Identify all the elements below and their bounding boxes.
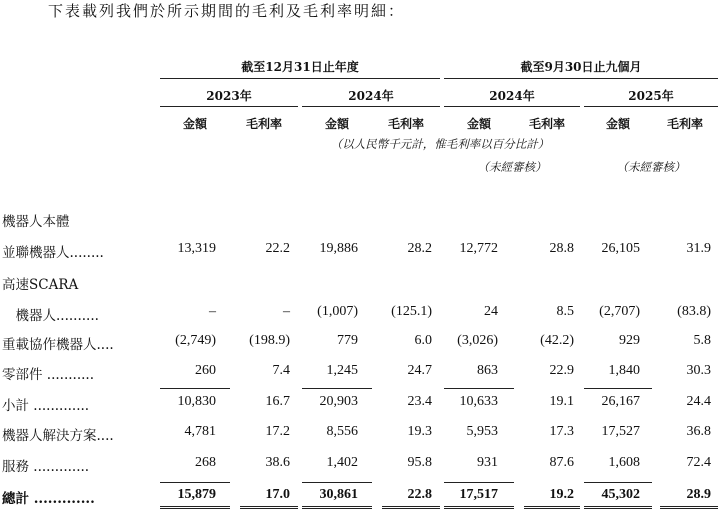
cell-margin-2023: 17.0	[265, 487, 290, 502]
cell-margin-9m2024: 22.9	[549, 363, 574, 378]
cell-margin-9m2025: 72.4	[686, 455, 711, 470]
rule-subtotal-1	[160, 388, 230, 389]
cell-amount-2024: 779	[337, 333, 358, 348]
rule-total-top-3	[444, 482, 514, 483]
cell-amount-9m2025: 26,105	[601, 241, 640, 256]
cell-margin-2023: 22.2	[265, 241, 290, 256]
cell-margin-9m2025: 5.8	[693, 333, 711, 348]
row-label-parallel-robot: 並聯機器人........	[2, 245, 104, 261]
group-rule-year	[160, 78, 440, 79]
col-amount-1: 金額	[182, 117, 207, 131]
cell-amount-2023: –	[209, 304, 216, 319]
intro-text: 下表載列我們於所示期間的毛利及毛利率明細：	[48, 2, 406, 20]
year-rule-1	[160, 106, 298, 107]
cell-margin-2024: 23.4	[407, 394, 432, 409]
cell-margin-9m2024: 19.2	[549, 487, 574, 502]
cell-margin-2023: 7.4	[272, 363, 290, 378]
row-label-total: 總計 .............	[2, 491, 95, 507]
unit-note: （以人民幣千元計，惟毛利率以百分比計）	[330, 137, 550, 151]
cell-margin-9m2024: (42.2)	[540, 333, 574, 348]
rule-total-bottom-1	[160, 506, 230, 509]
cell-margin-9m2025: 24.4	[686, 394, 711, 409]
cell-margin-2024: 28.2	[407, 241, 432, 256]
row-label-robot-solutions: 機器人解決方案....	[2, 428, 114, 444]
row-label-scara-robot: 機器人..........	[2, 308, 99, 324]
rule-total-top-4	[584, 482, 652, 483]
rule-subtotal-3	[444, 388, 514, 389]
cell-margin-9m2024: 19.1	[549, 394, 574, 409]
cell-amount-2024: 20,903	[319, 394, 358, 409]
year-rule-4	[584, 106, 718, 107]
cell-margin-2023: 38.6	[265, 455, 290, 470]
rule-total-top-1	[160, 482, 230, 483]
cell-margin-9m2025: 28.9	[686, 487, 711, 502]
rule-total-bottom-m1	[240, 506, 298, 509]
col-margin-4: 毛利率	[666, 117, 703, 131]
col-margin-3: 毛利率	[528, 117, 565, 131]
cell-amount-9m2025: 1,840	[608, 363, 640, 378]
cell-amount-9m2025: 17,527	[601, 424, 640, 439]
row-label-scara: 高速SCARA	[2, 277, 79, 293]
cell-amount-2023: 15,879	[177, 487, 216, 502]
cell-margin-9m2024: 28.8	[549, 241, 574, 256]
cell-amount-2024: 1,402	[326, 455, 358, 470]
cell-margin-2023: –	[283, 304, 290, 319]
rule-subtotal-2	[302, 388, 372, 389]
cell-margin-2023: 17.2	[265, 424, 290, 439]
rule-subtotal-4	[584, 388, 652, 389]
year-header-1: 2023年	[206, 89, 252, 103]
cell-margin-9m2024: 17.3	[549, 424, 574, 439]
rule-total-bottom-m4	[660, 506, 718, 509]
rule-total-top-2	[302, 482, 372, 483]
row-label-components: 零部件 ...........	[2, 367, 94, 383]
cell-amount-9m2024: 24	[484, 304, 498, 319]
cell-margin-2024: 95.8	[407, 455, 432, 470]
rule-total-bottom-2	[302, 506, 372, 509]
group-header-year: 截至12月31日止年度	[241, 60, 359, 74]
cell-margin-2024: 22.8	[407, 487, 432, 502]
cell-margin-2024: 24.7	[407, 363, 432, 378]
row-label-robot-body: 機器人本體	[2, 214, 70, 230]
cell-margin-9m2025: 36.8	[686, 424, 711, 439]
row-label-subtotal: 小計 .............	[2, 398, 90, 414]
cell-amount-9m2024: 863	[477, 363, 498, 378]
cell-amount-2024: 1,245	[326, 363, 358, 378]
cell-amount-2024: 30,861	[319, 487, 358, 502]
cell-amount-2023: 10,830	[177, 394, 216, 409]
cell-margin-2024: (125.1)	[391, 304, 432, 319]
group-header-nine-months: 截至9月30日止九個月	[520, 60, 642, 74]
cell-margin-2024: 6.0	[414, 333, 432, 348]
cell-margin-2023: 16.7	[265, 394, 290, 409]
unaudited-note-2: （未經審核）	[616, 160, 686, 174]
cell-amount-9m2024: 931	[477, 455, 498, 470]
cell-amount-2023: 268	[195, 455, 216, 470]
cell-amount-9m2024: 10,633	[459, 394, 498, 409]
cell-amount-2024: 8,556	[326, 424, 358, 439]
cell-amount-2023: 260	[195, 363, 216, 378]
cell-amount-9m2024: 5,953	[466, 424, 498, 439]
col-amount-2: 金額	[324, 117, 349, 131]
cell-amount-9m2025: 26,167	[601, 394, 640, 409]
cell-amount-2023: 13,319	[177, 241, 216, 256]
row-label-services: 服務 .............	[2, 459, 90, 475]
col-amount-4: 金額	[605, 117, 630, 131]
cell-amount-9m2025: 1,608	[608, 455, 640, 470]
cell-amount-2024: (1,007)	[317, 304, 358, 319]
row-label-heavy-cobot: 重載協作機器人....	[2, 337, 114, 353]
year-header-3: 2024年	[489, 89, 535, 103]
cell-margin-9m2025: 31.9	[686, 241, 711, 256]
unaudited-note-1: （未經審核）	[477, 160, 547, 174]
cell-amount-9m2024: (3,026)	[457, 333, 498, 348]
cell-amount-9m2024: 17,517	[459, 487, 498, 502]
year-rule-2	[302, 106, 440, 107]
cell-margin-9m2024: 8.5	[556, 304, 574, 319]
cell-amount-9m2025: 45,302	[601, 487, 640, 502]
group-rule-nine-months	[444, 78, 718, 79]
col-margin-1: 毛利率	[245, 117, 282, 131]
cell-margin-2023: (198.9)	[249, 333, 290, 348]
cell-amount-2024: 19,886	[319, 241, 358, 256]
year-rule-3	[444, 106, 580, 107]
year-header-4: 2025年	[628, 89, 674, 103]
cell-amount-9m2024: 12,772	[459, 241, 498, 256]
cell-margin-2024: 19.3	[407, 424, 432, 439]
cell-margin-9m2025: (83.8)	[677, 304, 711, 319]
rule-total-bottom-3	[444, 506, 514, 509]
rule-total-bottom-4	[584, 506, 652, 509]
cell-margin-9m2024: 87.6	[549, 455, 574, 470]
cell-amount-9m2025: 929	[619, 333, 640, 348]
cell-margin-9m2025: 30.3	[686, 363, 711, 378]
cell-amount-2023: (2,749)	[175, 333, 216, 348]
rule-total-bottom-m2	[382, 506, 440, 509]
rule-total-bottom-m3	[524, 506, 580, 509]
col-amount-3: 金額	[466, 117, 491, 131]
cell-amount-9m2025: (2,707)	[599, 304, 640, 319]
year-header-2: 2024年	[348, 89, 394, 103]
col-margin-2: 毛利率	[387, 117, 424, 131]
cell-amount-2023: 4,781	[184, 424, 216, 439]
